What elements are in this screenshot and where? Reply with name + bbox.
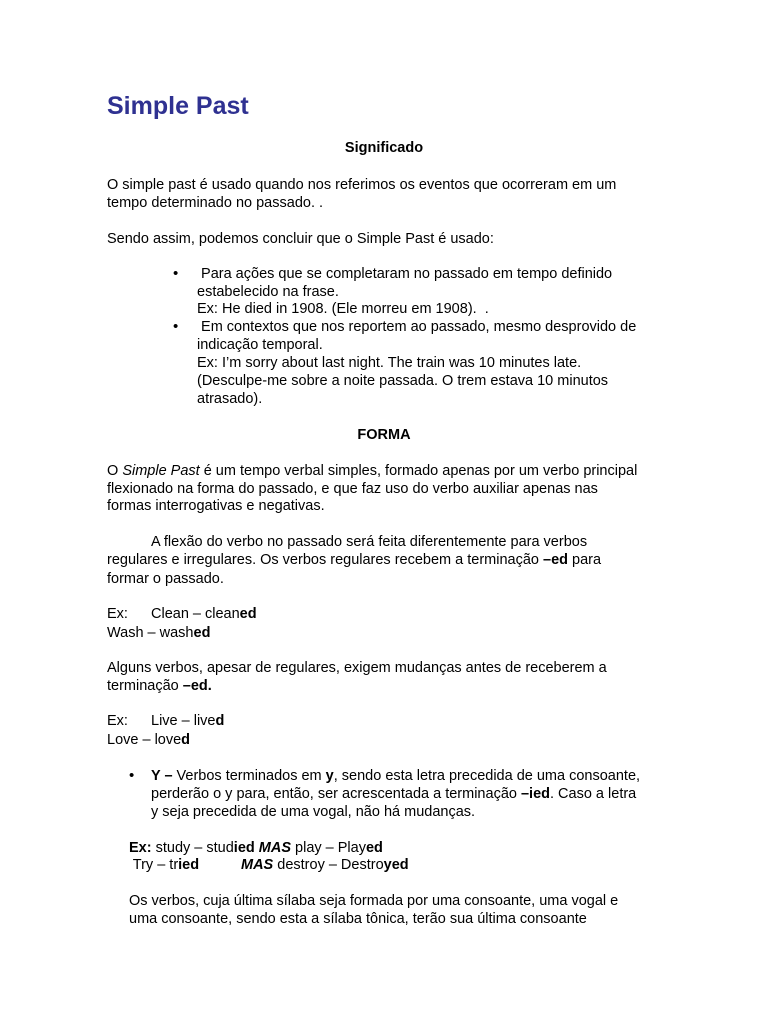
bullet-item-line — [151, 767, 640, 785]
text-run: Verbos terminados em — [172, 768, 326, 784]
paragraph-line: Sendo assim, podemos concluir que o Simple Past é usado: — [107, 231, 494, 247]
bullet-marker: • — [129, 767, 135, 784]
text-run: Try – tr — [129, 857, 179, 873]
text-run: para — [568, 552, 602, 568]
text-run: destroy – Destro — [273, 857, 384, 873]
text-run-bold: –ed — [543, 552, 569, 568]
paragraph-line: flexionado na forma do passado, e que faz uso do verbo auxiliar apenas nas — [107, 481, 598, 497]
example-line — [241, 856, 409, 874]
text-run-bold: d — [181, 732, 191, 748]
text-run-bold: y — [325, 768, 334, 784]
bullet-item-line: Ex: He died in 1908. (Ele morreu em 1908). . — [197, 301, 489, 317]
text-run: é um tempo verbal simples, formado apenas por um verbo principal — [199, 463, 638, 479]
text-run: . Caso a letra — [550, 786, 637, 802]
text-run-bold: ed — [239, 606, 257, 622]
text-run-bold: ed — [365, 840, 383, 856]
text-run: Live – live — [151, 713, 216, 729]
text-run: perderão o y para, então, ser acrescentada a terminação — [151, 786, 521, 802]
example-line — [129, 856, 199, 874]
paragraph-line: A flexão do verbo no passado será feita diferentemente para verbos — [151, 534, 588, 550]
text-run: study – stud — [151, 840, 234, 856]
paragraph-line — [107, 677, 212, 695]
text-run: , sendo esta letra precedida de uma consoante, — [333, 768, 641, 784]
text-run: regulares e irregulares. Os verbos regulares recebem a terminação — [107, 552, 544, 568]
example-label: Ex: — [107, 713, 128, 729]
bullet-marker: • — [173, 265, 179, 282]
text-run-bold-italic: MAS — [241, 857, 274, 873]
heading-significado: Significado — [344, 140, 424, 156]
page-title: Simple Past — [107, 92, 249, 120]
paragraph-line: Os verbos, cuja última sílaba seja formada por uma consoante, uma vogal e — [129, 893, 619, 909]
paragraph-line: Alguns verbos, apesar de regulares, exigem mudanças antes de receberem a — [107, 660, 607, 676]
bullet-item-line: atrasado). — [197, 391, 263, 407]
example-line — [107, 731, 190, 749]
text-run-bold: ed — [193, 625, 211, 641]
bullet-item-line: Ex: I’m sorry about last night. The train was 10 minutes late. — [197, 355, 582, 371]
bullet-item-line: Para ações que se completaram no passado em tempo definido — [197, 266, 613, 282]
text-run: Wash – wash — [107, 625, 194, 641]
bullet-item-line: estabelecido na frase. — [197, 284, 339, 300]
paragraph-line: tempo determinado no passado. . — [107, 195, 324, 211]
text-run: O — [107, 463, 123, 479]
text-run-bold: Y – — [151, 768, 173, 784]
example-line — [151, 712, 224, 730]
bullet-item-line: (Desculpe-me sobre a noite passada. O trem estava 10 minutos — [197, 373, 609, 389]
example-label: Ex: — [107, 606, 128, 622]
text-run: terminação — [107, 678, 183, 694]
paragraph-line — [107, 551, 601, 569]
paragraph-line: O simple past é usado quando nos referimos os eventos que ocorreram em um — [107, 177, 617, 193]
example-line — [129, 839, 383, 857]
bullet-item-line: y seja precedida de uma vogal, não há mudanças. — [151, 804, 476, 820]
text-run: Clean – clean — [151, 606, 240, 622]
text-run-bold: yed — [383, 857, 409, 873]
paragraph-line — [107, 462, 637, 480]
text-run-italic: Simple Past — [122, 463, 200, 479]
text-run-bold: d — [215, 713, 225, 729]
bullet-item-line: Em contextos que nos reportem ao passado, mesmo desprovido de — [197, 319, 637, 335]
paragraph-line: formar o passado. — [107, 571, 224, 587]
heading-forma: FORMA — [357, 427, 411, 443]
example-line — [151, 605, 257, 623]
text-run-bold: –ied — [520, 786, 550, 802]
text-run-bold: Ex: — [129, 840, 152, 856]
bullet-item-line: indicação temporal. — [197, 337, 323, 353]
text-run-bold-italic: MAS — [254, 840, 291, 856]
paragraph-line: uma consoante, sendo esta a sílaba tônica, terão sua última consoante — [129, 911, 587, 927]
paragraph-line: formas interrogativas e negativas. — [107, 498, 325, 514]
text-run-bold: –ed. — [182, 678, 212, 694]
text-run-bold: ied — [178, 857, 200, 873]
example-line — [107, 624, 210, 642]
text-run: Love – love — [107, 732, 182, 748]
text-run: play – Play — [291, 840, 366, 856]
bullet-item-line — [151, 785, 636, 803]
bullet-marker: • — [173, 318, 179, 335]
text-run-bold: ied — [233, 840, 255, 856]
